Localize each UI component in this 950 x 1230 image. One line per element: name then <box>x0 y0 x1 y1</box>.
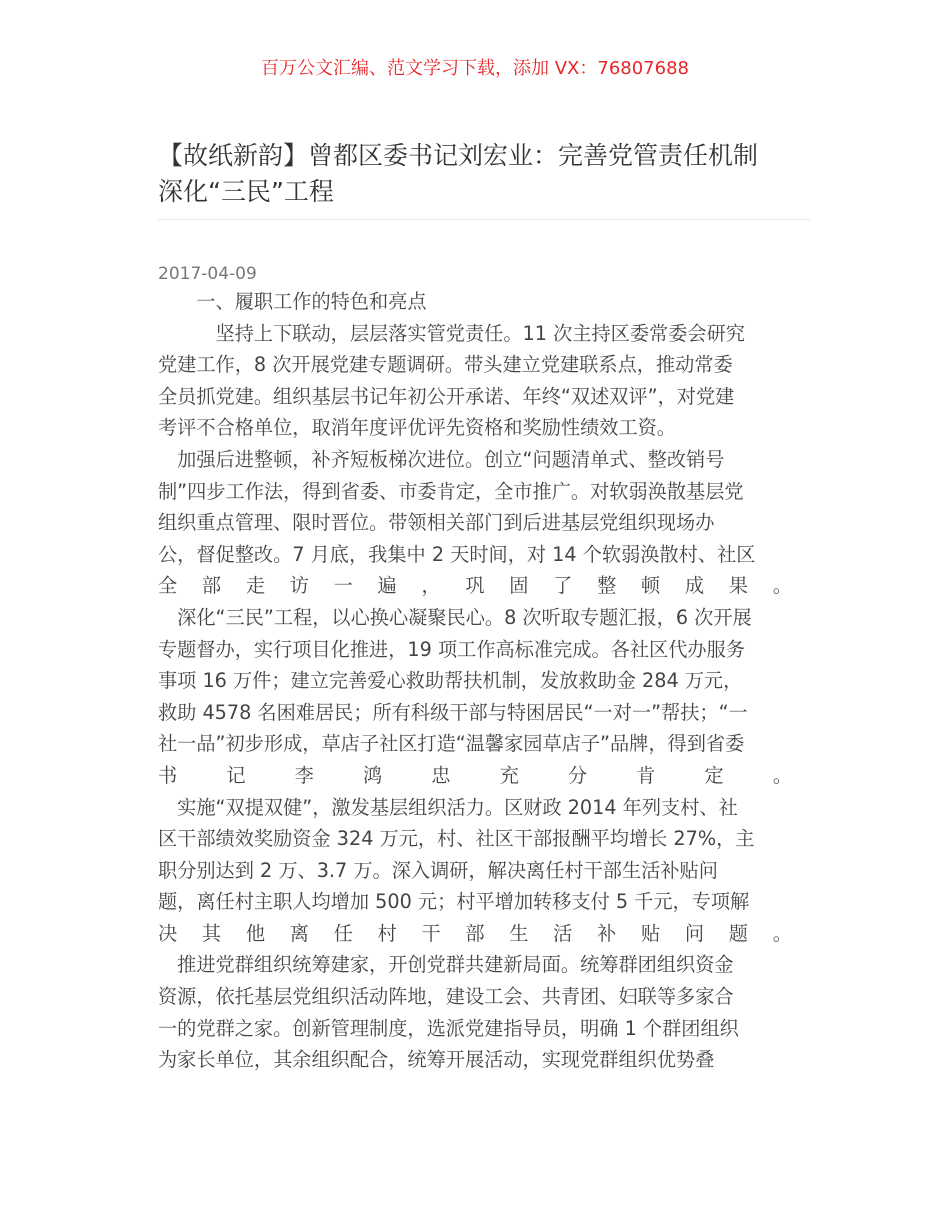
body-char: 部 <box>201 574 222 598</box>
body-char: 问 <box>684 921 705 945</box>
body-line: 公，督促整改。7 月底，我集中 2 天时间，对 14 个软弱涣散村、社区 <box>158 542 756 566</box>
body-line: 职分别达到 2 万、3.7 万。深入调研，解决离任村干部生活补贴问 <box>158 858 718 882</box>
body-char: 分 <box>567 763 588 787</box>
body-char: 补 <box>597 921 617 945</box>
body-char: 了 <box>553 574 573 598</box>
body-char: 活 <box>553 921 573 945</box>
body-line: 党建工作，8 次开展党建专题调研。带头建立党建联系点，推动常委 <box>158 353 733 377</box>
body-char: 书 <box>158 763 178 787</box>
body-char: 决 <box>158 921 178 945</box>
body-char: 干 <box>421 921 441 945</box>
body-line: 题，离任村主职人均增加 500 元；村平增加转移支付 5 千元，专项解 <box>158 890 750 914</box>
title-divider <box>158 219 810 220</box>
body-char: 。 <box>772 574 792 598</box>
body-line: 制”四步工作法，得到省委、市委肯定，全市推广。对软弱涣散基层党 <box>158 479 744 503</box>
body-char: 鸿 <box>362 763 383 787</box>
body-char: 。 <box>772 921 792 945</box>
body-char: 肯 <box>636 763 656 787</box>
body-line: 坚持上下联动，层层落实管党责任。11 次主持区委常委会研究 <box>158 321 745 345</box>
body-char: 题 <box>728 921 748 945</box>
body-line: 救助 4578 名困难居民；所有科级干部与特困居民“一对一”帮扶；“一 <box>158 700 748 724</box>
body-line: 资源，依托基层党组织活动阵地，建设工会、共青团、妇联等多家合 <box>158 985 734 1009</box>
body-char: 定 <box>704 763 724 787</box>
body-char: 生 <box>509 921 529 945</box>
article-title <box>158 138 808 210</box>
body-line: 专题督办，实行项目化推进，19 项工作高标准完成。各社区代办服务 <box>158 637 745 661</box>
article-title-line-1: 【故纸新韵】曾都区委书记刘宏业：完善党管责任机制 <box>158 141 759 170</box>
body-char: 巩 <box>465 574 485 598</box>
article-title-line-2: 深化“三民”工程 <box>158 177 334 206</box>
body-line: 一的党群之家。创新管理制度，选派党建指导员，明确 1 个群团组织 <box>158 1016 739 1040</box>
body-char: 忠 <box>431 763 451 787</box>
body-char: 成 <box>684 574 705 598</box>
body-char: 离 <box>289 921 309 945</box>
body-line-spaced <box>158 918 792 950</box>
body-line: 实施“双提双健”，激发基层组织活力。区财政 2014 年列支村、社 <box>158 795 738 819</box>
body-char: 李 <box>294 763 314 787</box>
body-char: 其 <box>201 921 222 945</box>
body-char: 果 <box>728 574 748 598</box>
article-body <box>158 286 792 1076</box>
body-char: ， <box>421 574 441 598</box>
body-char: 顿 <box>640 574 661 598</box>
body-line: 组织重点管理、限时晋位。带领相关部门到后进基层党组织现场办 <box>158 511 715 535</box>
body-line: 区干部绩效奖励资金 324 万元，村、社区干部报酬平均增长 27%，主 <box>158 827 755 851</box>
body-line-spaced <box>158 760 792 792</box>
body-char: 全 <box>158 574 178 598</box>
body-line: 社一品”初步形成，草店子社区打造“温馨家园草店子”品牌，得到省委 <box>158 732 745 756</box>
body-char: 固 <box>509 574 529 598</box>
body-line: 推进党群组织统筹建家，开创党群共建新局面。统筹群团组织资金 <box>158 953 734 977</box>
body-line: 一、履职工作的特色和亮点 <box>158 290 427 313</box>
body-line: 加强后进整顿，补齐短板梯次进位。创立“问题清单式、整改销号 <box>158 447 725 471</box>
body-char: 贴 <box>640 921 661 945</box>
body-char: 充 <box>499 763 519 787</box>
body-line: 全员抓党建。组织基层书记年初公开承诺、年终“双述双评”，对党建 <box>158 384 735 408</box>
body-char: 整 <box>597 574 617 598</box>
publish-date: 2017-04-09 <box>158 264 257 284</box>
body-line: 深化“三民”工程，以心换心凝聚民心。8 次听取专题汇报，6 次开展 <box>158 605 752 629</box>
body-char: 访 <box>289 574 309 598</box>
body-char: 。 <box>772 763 792 787</box>
body-char: 任 <box>333 921 353 945</box>
body-char: 部 <box>465 921 485 945</box>
body-char: 走 <box>245 574 265 598</box>
body-char: 他 <box>245 921 265 945</box>
body-line-spaced <box>158 570 792 602</box>
body-line: 事项 16 万件；建立完善爱心救助帮扶机制，发放救助金 284 万元， <box>158 669 743 693</box>
body-line: 为家长单位，其余组织配合，统筹开展活动，实现党群组织优势叠 <box>158 1048 715 1072</box>
body-line: 考评不合格单位，取消年度评优评先资格和奖励性绩效工资。 <box>158 416 677 440</box>
body-char: 村 <box>377 921 397 945</box>
body-char: 遍 <box>377 574 397 598</box>
body-char: 记 <box>226 763 246 787</box>
download-banner: 百万公文汇编、范文学习下载，添加 VX：76807688 <box>261 58 689 79</box>
body-char: 一 <box>333 574 353 598</box>
